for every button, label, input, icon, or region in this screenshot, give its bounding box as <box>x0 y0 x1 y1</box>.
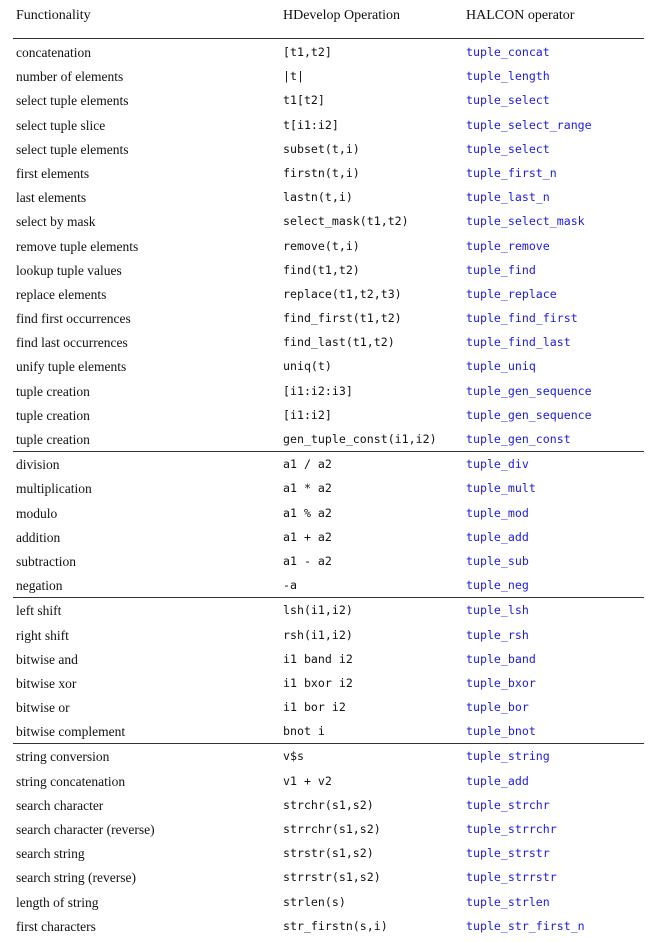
halcon-operator-link[interactable]: tuple_find_first <box>466 311 578 326</box>
halcon-operator-link[interactable]: tuple_strrstr <box>466 870 557 885</box>
functionality-cell: search character (reverse) <box>16 822 155 837</box>
halcon-operator-link[interactable]: tuple_replace <box>466 286 557 301</box>
string-operations-section <box>13 744 644 938</box>
functionality-cell: select by mask <box>16 214 96 230</box>
table-row <box>13 623 644 647</box>
halcon-operator-link[interactable]: tuple_remove <box>466 238 550 253</box>
functionality-cell: left shift <box>16 603 62 619</box>
functionality-cell: tuple creation <box>16 432 90 447</box>
halcon-operator-link[interactable]: tuple_length <box>466 69 550 84</box>
hdevelop-operation-cell: a1 * a2 <box>283 481 332 496</box>
hdevelop-operation-cell: a1 - a2 <box>283 553 332 568</box>
table-row <box>13 330 644 354</box>
halcon-operator-link[interactable]: tuple_select <box>466 93 550 108</box>
table-row <box>13 88 644 112</box>
functionality-cell: search character <box>16 797 104 813</box>
table-row <box>13 501 644 525</box>
hdevelop-operation-cell: uniq(t) <box>283 359 332 374</box>
hdevelop-operation-cell: |t| <box>283 69 304 84</box>
halcon-operator-link[interactable]: tuple_bxor <box>466 675 536 690</box>
hdevelop-operation-cell: a1 % a2 <box>283 505 332 520</box>
header-functionality: Functionality <box>16 8 91 23</box>
table-row <box>13 427 644 451</box>
functionality-cell: tuple creation <box>16 383 90 399</box>
functionality-cell: select tuple elements <box>16 141 129 157</box>
hdevelop-operation-cell: subset(t,i) <box>283 141 360 156</box>
halcon-operator-link[interactable]: tuple_sub <box>466 553 529 568</box>
functionality-cell: bitwise and <box>16 651 78 667</box>
functionality-cell: bitwise complement <box>16 724 126 740</box>
halcon-operator-link[interactable]: tuple_bor <box>466 700 529 715</box>
hdevelop-operation-cell: v$s <box>283 749 304 764</box>
functionality-cell: string concatenation <box>16 773 126 789</box>
table-row <box>13 379 644 403</box>
table-row <box>13 452 644 476</box>
table-row <box>13 890 644 914</box>
functionality-cell: modulo <box>16 505 58 521</box>
functionality-cell: first characters <box>16 918 96 934</box>
functionality-cell: length of string <box>16 894 99 910</box>
halcon-operator-link[interactable]: tuple_gen_const <box>466 432 571 446</box>
arithmetic-section <box>13 452 644 598</box>
table-row <box>13 841 644 865</box>
halcon-operator-link[interactable]: tuple_rsh <box>466 627 529 642</box>
operations-table <box>13 0 644 938</box>
functionality-cell: last elements <box>16 190 87 206</box>
table-row <box>13 769 644 793</box>
hdevelop-operation-cell: remove(t,i) <box>283 238 360 253</box>
functionality-cell: division <box>16 457 60 473</box>
hdevelop-operation-cell: i1 band i2 <box>283 651 353 666</box>
hdevelop-operation-cell: find_last(t1,t2) <box>283 335 395 350</box>
table-row <box>13 744 644 768</box>
hdevelop-operation-cell: gen_tuple_const(i1,i2) <box>283 432 437 446</box>
table-row <box>13 64 644 88</box>
table-row <box>13 817 644 841</box>
halcon-operator-link[interactable]: tuple_gen_sequence <box>466 407 592 422</box>
hdevelop-operation-cell: i1 bor i2 <box>283 700 346 715</box>
functionality-cell: addition <box>16 529 61 545</box>
halcon-operator-link[interactable]: tuple_band <box>466 651 536 666</box>
hdevelop-operation-cell: t[i1:i2] <box>283 117 339 132</box>
functionality-cell: lookup tuple values <box>16 262 122 278</box>
table-row <box>13 793 644 817</box>
table-row <box>13 573 644 597</box>
halcon-operator-link[interactable]: tuple_strchr <box>466 797 550 812</box>
hdevelop-operation-cell: str_firstn(s,i) <box>283 918 388 933</box>
table-row <box>13 258 644 282</box>
functionality-cell: replace elements <box>16 286 107 302</box>
table-row <box>13 185 644 209</box>
functionality-cell: multiplication <box>16 481 92 497</box>
hdevelop-operation-cell: rsh(i1,i2) <box>283 627 353 642</box>
halcon-operator-link[interactable]: tuple_select <box>466 141 550 156</box>
halcon-operator-link[interactable]: tuple_bnot <box>466 724 536 739</box>
functionality-cell: find first occurrences <box>16 311 131 327</box>
halcon-operator-link[interactable]: tuple_select_range <box>466 117 592 132</box>
functionality-cell: subtraction <box>16 553 76 569</box>
table-row <box>13 598 644 622</box>
header-halcon-operator: HALCON operator <box>466 8 575 23</box>
halcon-operator-link[interactable]: tuple_select_mask <box>466 214 585 229</box>
halcon-operator-link[interactable]: tuple_last_n <box>466 190 550 205</box>
functionality-cell: concatenation <box>16 45 91 60</box>
hdevelop-operation-cell: find(t1,t2) <box>283 262 360 277</box>
bit-operations-section <box>13 598 644 744</box>
hdevelop-operation-cell: lsh(i1,i2) <box>283 603 353 618</box>
table-row <box>13 354 644 378</box>
hdevelop-operation-cell: strrchr(s1,s2) <box>283 822 381 836</box>
halcon-operator-link[interactable]: tuple_add <box>466 773 529 788</box>
functionality-cell: search string (reverse) <box>16 870 136 886</box>
halcon-operator-link[interactable]: tuple_first_n <box>466 165 557 180</box>
functionality-cell: search string <box>16 846 85 862</box>
halcon-operator-link[interactable]: tuple_uniq <box>466 359 536 374</box>
hdevelop-operation-cell: i1 bxor i2 <box>283 675 353 690</box>
functionality-cell: first elements <box>16 165 90 181</box>
hdevelop-operation-cell: v1 + v2 <box>283 773 332 788</box>
hdevelop-operation-cell: t1[t2] <box>283 93 325 108</box>
hdevelop-operation-cell: [i1:i2] <box>283 407 332 422</box>
table-row <box>13 476 644 500</box>
halcon-operator-link[interactable]: tuple_gen_sequence <box>466 383 592 398</box>
hdevelop-operation-cell: strstr(s1,s2) <box>283 846 374 861</box>
tuple-operations-section <box>13 39 644 452</box>
table-row <box>13 865 644 889</box>
functionality-cell: select tuple slice <box>16 117 106 133</box>
halcon-operator-link[interactable]: tuple_find_last <box>466 335 571 350</box>
halcon-operator-link[interactable]: tuple_concat <box>466 45 550 59</box>
hdevelop-operation-cell: strchr(s1,s2) <box>283 797 374 812</box>
functionality-cell: string conversion <box>16 749 110 765</box>
functionality-cell: right shift <box>16 627 69 643</box>
table-row <box>13 306 644 330</box>
halcon-operator-link[interactable]: tuple_mod <box>466 505 529 520</box>
hdevelop-operation-cell: strrstr(s1,s2) <box>283 870 381 885</box>
table-row <box>13 647 644 671</box>
functionality-cell: bitwise or <box>16 700 70 716</box>
functionality-cell: find last occurrences <box>16 335 128 351</box>
hdevelop-operation-cell: bnot i <box>283 724 325 739</box>
hdevelop-operation-cell: a1 / a2 <box>283 457 332 472</box>
table-row <box>13 137 644 161</box>
hdevelop-operation-cell: firstn(t,i) <box>283 165 360 180</box>
halcon-operator-link[interactable]: tuple_find <box>466 262 536 277</box>
halcon-operator-link[interactable]: tuple_neg <box>466 578 529 593</box>
hdevelop-operation-cell: replace(t1,t2,t3) <box>283 286 402 301</box>
table-row <box>13 282 644 306</box>
functionality-cell: tuple creation <box>16 407 90 423</box>
hdevelop-operation-cell: strlen(s) <box>283 894 346 909</box>
functionality-cell: unify tuple elements <box>16 359 127 375</box>
functionality-cell: number of elements <box>16 69 124 85</box>
hdevelop-operation-cell: select_mask(t1,t2) <box>283 214 409 229</box>
table-row <box>13 671 644 695</box>
halcon-operator-link[interactable]: tuple_add <box>466 529 529 544</box>
hdevelop-operation-cell: find_first(t1,t2) <box>283 311 402 326</box>
halcon-operator-link[interactable]: tuple_strlen <box>466 894 550 909</box>
table-row <box>13 695 644 719</box>
header-hdevelop-operation: HDevelop Operation <box>283 8 401 23</box>
halcon-operator-link[interactable]: tuple_div <box>466 457 529 472</box>
halcon-operator-link[interactable]: tuple_mult <box>466 481 536 496</box>
table-row <box>13 40 644 64</box>
hdevelop-operation-cell: [t1,t2] <box>283 45 332 59</box>
halcon-operator-link[interactable]: tuple_str_first_n <box>466 918 585 933</box>
functionality-cell: remove tuple elements <box>16 238 139 254</box>
table-header <box>13 0 644 39</box>
functionality-cell: negation <box>16 578 63 594</box>
table-row <box>13 234 644 258</box>
table-row <box>13 209 644 233</box>
halcon-operator-link[interactable]: tuple_strrchr <box>466 822 557 836</box>
table-row <box>13 113 644 137</box>
table-row <box>13 719 644 743</box>
hdevelop-operation-cell: lastn(t,i) <box>283 190 353 205</box>
functionality-cell: bitwise xor <box>16 675 77 691</box>
hdevelop-operation-cell: a1 + a2 <box>283 529 332 544</box>
functionality-cell: select tuple elements <box>16 93 129 109</box>
hdevelop-operation-cell: [i1:i2:i3] <box>283 383 353 398</box>
table-row <box>13 403 644 427</box>
hdevelop-operation-cell: -a <box>283 578 297 593</box>
table-row <box>13 161 644 185</box>
halcon-operator-link[interactable]: tuple_string <box>466 749 550 764</box>
halcon-operator-link[interactable]: tuple_strstr <box>466 846 550 861</box>
table-row <box>13 525 644 549</box>
table-row <box>13 914 644 938</box>
table-row <box>13 549 644 573</box>
halcon-operator-link[interactable]: tuple_lsh <box>466 603 529 618</box>
